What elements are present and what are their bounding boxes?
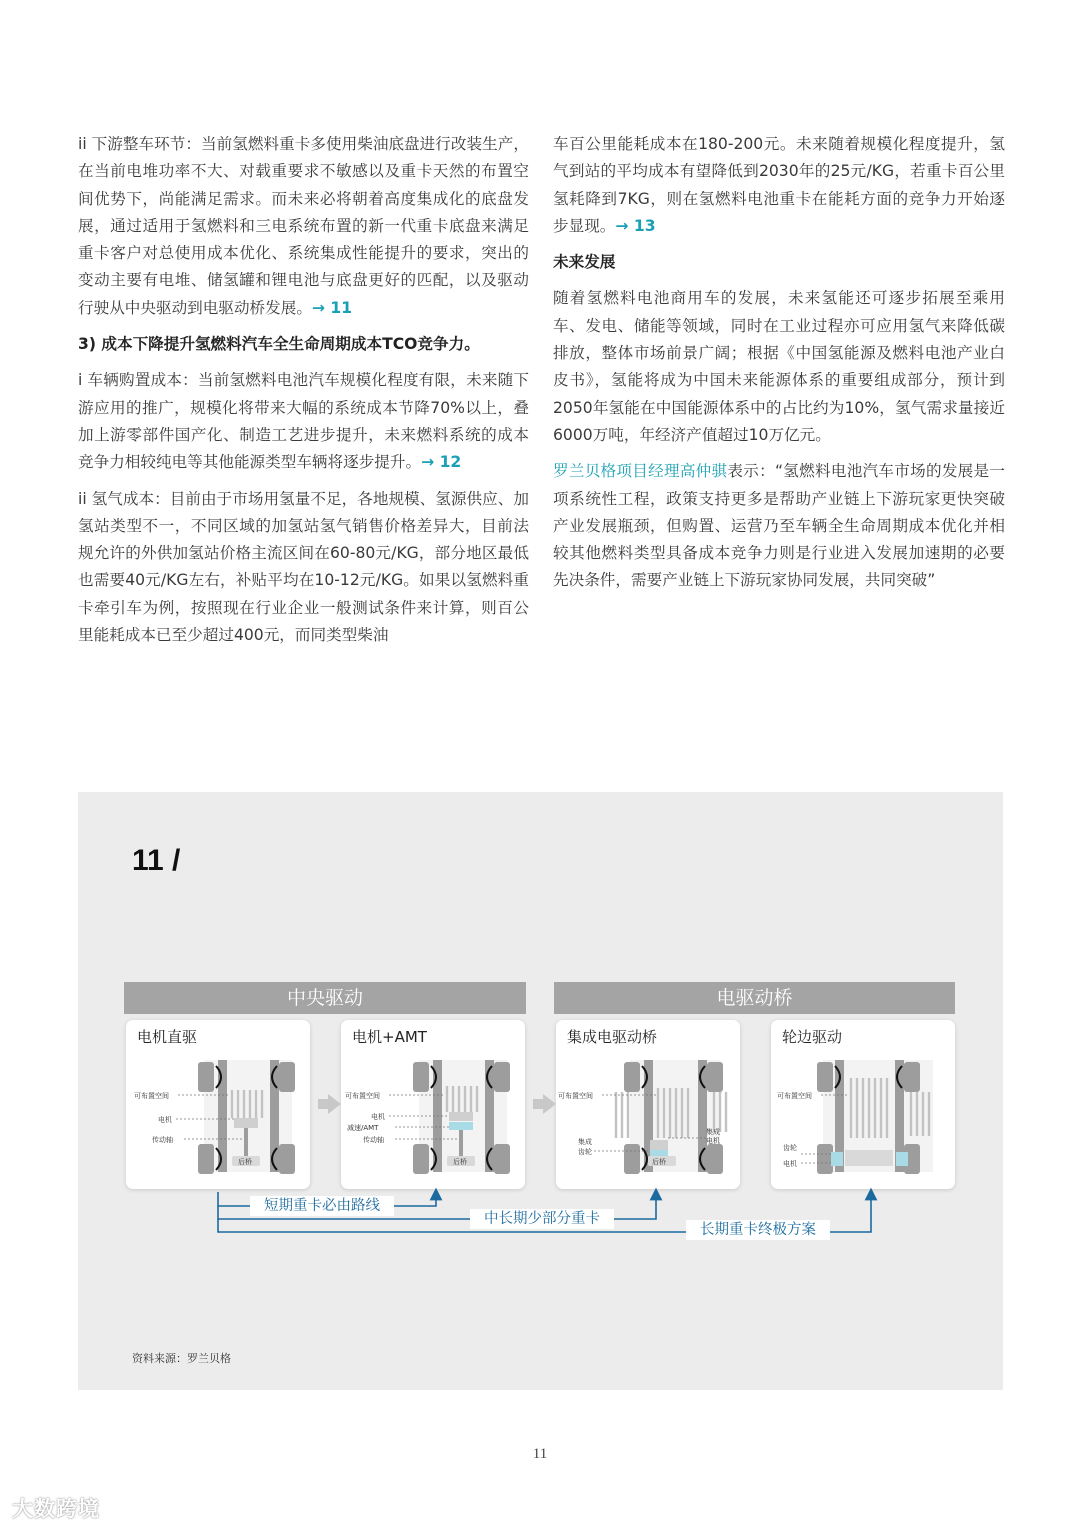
label-gear: 齿轮 xyxy=(578,1148,592,1156)
figure-11-panel xyxy=(78,792,1003,1390)
label-space: 可布置空间 xyxy=(558,1092,593,1100)
label-driveshaft: 传动轴 xyxy=(152,1136,173,1144)
rear-axle-label: 后桥 xyxy=(453,1158,467,1166)
right-column xyxy=(553,131,1005,604)
figure-number: 11 / xyxy=(132,844,181,877)
flow-label-short-term: 短期重卡必由路线 xyxy=(250,1196,394,1216)
paragraph-purchase-cost: i 车辆购置成本：当前氢燃料电池汽车规模化程度有限，未来随下游应用的推广，规模化将带来大幅的系统成本节降70%以上，叠加上游零部件国产化、制造工艺进步提升，未来燃料系统的成本竞争力相较纯电等其他能源类型车辆将逐步提升。→ 12 xyxy=(78,371,529,472)
quote-speaker: 罗兰贝格项目经理高仲骐 xyxy=(553,462,728,481)
section-heading-cost: 3) 成本下降提升氢燃料汽车全生命周期成本TCO竞争力。 xyxy=(78,335,480,354)
watermark: 大数跨境 xyxy=(12,1497,100,1521)
group-central-drive: 中央驱动 xyxy=(124,982,526,1014)
card-title: 集成电驱动桥 xyxy=(567,1028,658,1046)
figure-ref-11[interactable]: → 11 xyxy=(311,298,353,317)
label-amt: 减速/AMT xyxy=(347,1124,379,1132)
label-motor: 电机 xyxy=(706,1137,720,1145)
flow-label-long-term: 长期重卡终极方案 xyxy=(686,1220,830,1240)
page-number: 11 xyxy=(532,1446,548,1462)
figure-source: 资料来源：罗兰贝格 xyxy=(132,1352,231,1365)
paragraph-quote: 罗兰贝格项目经理高仲骐表示：“氢燃料电池汽车市场的发展是一项系统性工程，政策支持更多是帮助产业链上下游玩家更快突破产业发展瓶颈，但购置、运营乃至车辆全生命周期成本优化并相较其他燃料类型具备成本竞争力则是行业进入发展加速期的必要先决条件，需要产业链上下游玩家协同发展，共同突破” xyxy=(553,462,1005,590)
card-title: 电机直驱 xyxy=(137,1028,198,1046)
flow-label-mid-term: 中长期少部分重卡 xyxy=(470,1209,614,1229)
label-integrated-right: 集成 xyxy=(706,1128,720,1136)
label-space: 可布置空间 xyxy=(134,1092,169,1100)
paragraph-hydrogen-cost: ii 氢气成本：目前由于市场用氢量不足，各地规模、氢源供应、加氢站类型不一，不同区域的加氢站氢气销售价格差异大，目前法规允许的外供加氢站价格主流区间在60-80元/KG，部分地区最低也需要40元/KG左右，补贴平均在10-12元/KG。如果以氢燃料重卡牵引车为例，按照现在行业企业一般测试条件来计算，则百公里能耗成本已至少超过400元，而同类型柴油 xyxy=(78,489,529,645)
paragraph-future: 随着氢燃料电池商用车的发展，未来氢能还可逐步拓展至乘用车、发电、储能等领域，同时在工业过程亦可应用氢气来降低碳排放，整体市场前景广阔；根据《中国氢能源及燃料电池产业白皮书》，氢能将成为中国未来能源体系的重要组成部分，预计到2050年氢能在中国能源体系中的占比约为10%，氢气需求量接近6000万吨，年经济产值超过10万亿元。 xyxy=(553,289,1005,444)
label-space: 可布置空间 xyxy=(345,1092,380,1100)
label-motor: 电机 xyxy=(371,1113,385,1121)
card-title: 轮边驱动 xyxy=(782,1028,843,1046)
left-column xyxy=(78,131,529,658)
figure-ref-12[interactable]: → 12 xyxy=(421,453,462,472)
paragraph-downstream: ii 下游整车环节：当前氢燃料重卡多使用柴油底盘进行改装生产，在当前电堆功率不大、对载重要求不敏感以及重卡天然的布置空间优势下，尚能满足需求。而未来必将朝着高度集成化的底盘发展，通过适用于氢燃料和三电系统布置的新一代重卡底盘来满足重卡客户对总使用成本优化、系统集成性能提升的要求，突出的变动主要有电堆、储氢罐和锂电池与底盘更好的匹配，以及驱动行驶从中央驱动到电驱动桥发展。→ 11 xyxy=(78,135,529,317)
section-heading-future: 未来发展 xyxy=(553,253,616,272)
label-driveshaft: 传动轴 xyxy=(363,1136,384,1144)
card-title: 电机+AMT xyxy=(352,1028,427,1046)
transition-flow-lines xyxy=(78,792,1003,1390)
figure-ref-13[interactable]: → 13 xyxy=(615,216,656,235)
label-space: 可布置空间 xyxy=(777,1092,812,1100)
label-integrated-left: 集成 xyxy=(578,1138,592,1146)
label-gear: 齿轮 xyxy=(783,1144,797,1152)
label-motor: 电机 xyxy=(783,1160,797,1168)
group-electric-axle: 电驱动桥 xyxy=(554,982,955,1014)
rear-axle-label: 后桥 xyxy=(652,1158,666,1166)
rear-axle-label: 后桥 xyxy=(238,1158,252,1166)
label-motor: 电机 xyxy=(158,1116,172,1124)
paragraph-energy-cost: 车百公里能耗成本在180-200元。未来随着规模化程度提升，氢气到站的平均成本有望降低到2030年的25元/KG，若重卡百公里氢耗降到7KG，则在氢燃料电池重卡在能耗方面的竞争力开始逐步显现。→ 13 xyxy=(553,135,1005,235)
